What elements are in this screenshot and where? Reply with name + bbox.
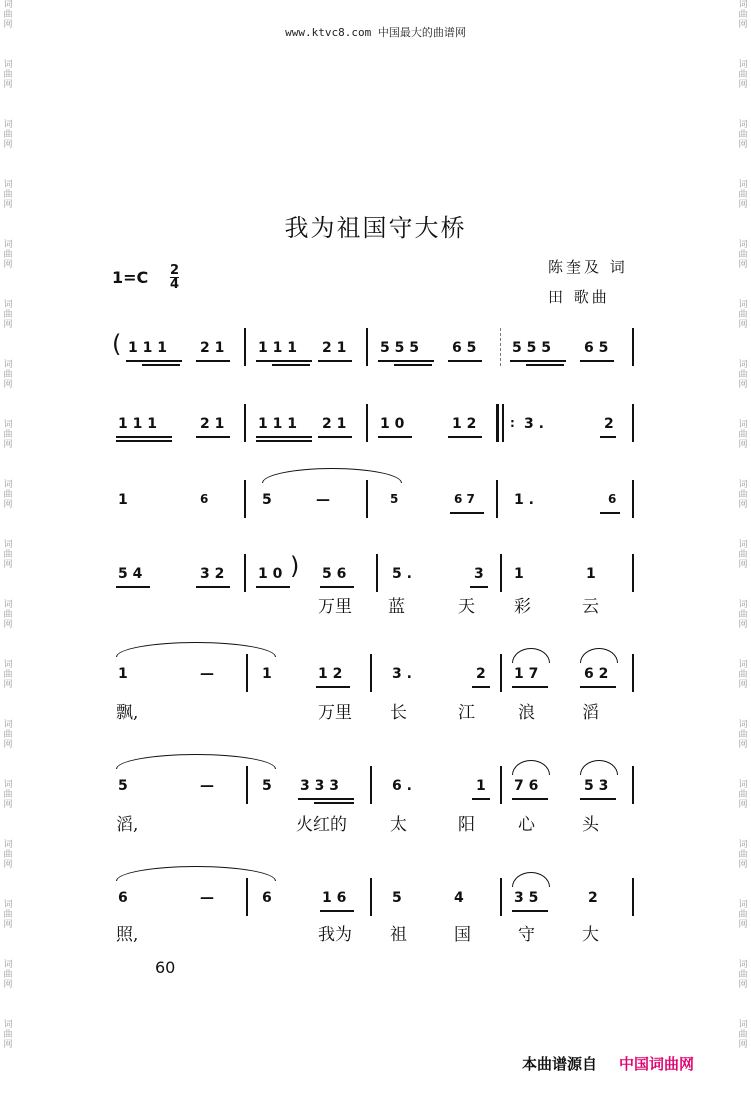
repeat-dots: : <box>510 416 515 430</box>
barline <box>244 554 246 592</box>
note-group: 2 <box>604 416 614 432</box>
watermark-text: 词 曲 网 <box>3 300 13 330</box>
note-group: — <box>200 778 214 794</box>
close-paren: ) <box>290 552 300 580</box>
note-group: 2 <box>588 890 598 906</box>
score-line-5 <box>0 654 751 723</box>
watermark-text: 词 曲 网 <box>3 660 13 690</box>
lyric: 滔, <box>116 815 139 835</box>
watermark-text: 词 曲 网 <box>738 360 748 390</box>
note-group: 1 <box>118 492 128 508</box>
note-group: 1 <box>586 566 596 582</box>
watermark-text: 词 曲 网 <box>3 900 13 930</box>
barline <box>370 766 372 804</box>
barline <box>632 878 634 916</box>
note-group: — <box>200 890 214 906</box>
note-group: 1 1 1 <box>258 340 297 356</box>
watermark-text: 词 曲 网 <box>3 780 13 810</box>
note-group: 6 2 <box>584 666 609 682</box>
note-group: 3 3 3 <box>300 778 339 794</box>
watermark-text: 词 曲 网 <box>3 60 13 90</box>
lyric: 守 <box>518 925 535 945</box>
time-bottom: 4 <box>170 277 180 292</box>
watermark-text: 词 曲 网 <box>738 420 748 450</box>
watermark-text: 词 曲 网 <box>738 480 748 510</box>
score-line-1 <box>0 328 751 372</box>
page-title: 我为祖国守大桥 <box>284 214 467 242</box>
note-group: 1 1 1 <box>258 416 297 432</box>
watermark-text: 词 曲 网 <box>3 540 13 570</box>
watermark-text: 词 曲 网 <box>3 840 13 870</box>
lyric: 云 <box>582 597 599 617</box>
watermark-text: 词 曲 网 <box>3 960 13 990</box>
note-group: 1 0 <box>258 566 283 582</box>
repeat-barline <box>496 404 499 442</box>
note-group: 1 7 <box>514 666 539 682</box>
lyric: 浪 <box>518 703 535 723</box>
barline <box>500 766 502 804</box>
lyric: 江 <box>458 703 475 723</box>
note-group: 2 1 <box>322 340 347 356</box>
watermark-text: 词 曲 网 <box>738 240 748 270</box>
barline <box>496 480 498 518</box>
watermark-text: 词 曲 网 <box>3 480 13 510</box>
score-line-7 <box>0 878 751 945</box>
note-group: 5 4 <box>118 566 143 582</box>
note-group: 6 <box>608 492 617 506</box>
score-line-3 <box>0 480 751 524</box>
watermark-text: 词 曲 网 <box>738 0 748 30</box>
barline <box>244 328 246 366</box>
watermark-text: 词 曲 网 <box>3 360 13 390</box>
lyric: 万里 <box>318 597 352 617</box>
note-group: 5 <box>118 778 128 794</box>
note-group: 1 <box>514 566 524 582</box>
watermark-text: 词 曲 网 <box>738 720 748 750</box>
note-group: 5 <box>262 778 272 794</box>
barline <box>500 654 502 692</box>
barline <box>502 404 504 442</box>
note-group: 1 1 1 <box>128 340 167 356</box>
note-group: 3 . <box>392 666 412 682</box>
lyric: 飘, <box>116 703 139 723</box>
lyric: 心 <box>518 815 535 835</box>
note-group: 4 <box>454 890 464 906</box>
note-group: 5 <box>262 492 272 508</box>
barline <box>500 328 501 366</box>
barline <box>366 328 368 366</box>
barline <box>244 480 246 518</box>
watermark-text: 词 曲 网 <box>738 120 748 150</box>
lyric: 国 <box>454 925 471 945</box>
watermark-text: 词 曲 网 <box>3 240 13 270</box>
note-group: 1 <box>476 778 486 794</box>
lyric: 长 <box>390 703 407 723</box>
site-header: www.ktvc8.com 中国最大的曲谱网 <box>285 26 466 39</box>
watermark-text: 词 曲 网 <box>738 300 748 330</box>
barline <box>370 654 372 692</box>
footer-label: 本曲谱源自 <box>522 1055 598 1073</box>
lyric: 火红的 <box>296 815 347 835</box>
note-group: 3 5 <box>514 890 539 906</box>
watermark-text: 词 曲 网 <box>738 600 748 630</box>
watermark-text: 词 曲 网 <box>3 600 13 630</box>
barline <box>370 878 372 916</box>
open-paren: ( <box>112 330 122 358</box>
key-signature: 1=C <box>112 268 149 287</box>
lyric: 照, <box>116 925 139 945</box>
note-group: 6 <box>200 492 209 506</box>
lyric: 彩 <box>514 597 531 617</box>
note-group: 7 6 <box>514 778 539 794</box>
lyricist-credit: 陈奎及 词 <box>548 258 628 276</box>
note-group: 6 <box>118 890 128 906</box>
note-group: 3 <box>474 566 484 582</box>
note-group: 3 2 <box>200 566 225 582</box>
lyric: 我为 <box>318 925 352 945</box>
watermark-text: 词 曲 网 <box>738 1020 748 1050</box>
barline <box>632 328 634 366</box>
watermark-text: 词 曲 网 <box>738 780 748 810</box>
note-group: 6 5 <box>584 340 609 356</box>
note-group: 5 5 5 <box>380 340 419 356</box>
note-group: 5 5 5 <box>512 340 551 356</box>
barline <box>246 878 248 916</box>
barline <box>632 480 634 518</box>
lyric: 祖 <box>390 925 407 945</box>
watermark-text: 词 曲 网 <box>3 120 13 150</box>
note-group: 5 3 <box>584 778 609 794</box>
note-group: 2 1 <box>322 416 347 432</box>
watermark-text: 词 曲 网 <box>3 180 13 210</box>
note-group: 5 6 <box>322 566 347 582</box>
score-line-2 <box>0 404 751 448</box>
right-watermark <box>736 0 750 1101</box>
note-group: 1 0 <box>380 416 405 432</box>
note-group: 2 1 <box>200 416 225 432</box>
watermark-text: 词 曲 网 <box>3 1020 13 1050</box>
lyric: 滔 <box>582 703 599 723</box>
time-signature <box>170 264 179 291</box>
watermark-text: 词 曲 网 <box>738 180 748 210</box>
score-line-6 <box>0 766 751 835</box>
lyric: 天 <box>458 597 475 617</box>
note-group: 6 . <box>392 778 412 794</box>
barline <box>632 404 634 442</box>
barline <box>244 404 246 442</box>
barline <box>632 766 634 804</box>
note-group: 1 2 <box>452 416 477 432</box>
footer-source <box>522 1053 694 1074</box>
time-top: 2 <box>170 263 180 278</box>
note-group: 1 6 <box>322 890 347 906</box>
note-group: 1 2 <box>318 666 343 682</box>
note-group: 5 <box>390 492 399 506</box>
barline <box>376 554 378 592</box>
barline <box>366 404 368 442</box>
note-group: 2 1 <box>200 340 225 356</box>
note-group: 6 <box>262 890 272 906</box>
lyric: 大 <box>582 925 599 945</box>
barline <box>632 654 634 692</box>
lyric: 万里 <box>318 703 352 723</box>
barline <box>500 878 502 916</box>
watermark-text: 词 曲 网 <box>3 0 13 30</box>
note-group: 1 . <box>514 492 534 508</box>
note-group: — <box>200 666 214 682</box>
lyric: 蓝 <box>388 597 405 617</box>
barline <box>366 480 368 518</box>
watermark-text: 词 曲 网 <box>738 840 748 870</box>
watermark-text: 词 曲 网 <box>3 420 13 450</box>
barline <box>632 554 634 592</box>
left-watermark <box>1 0 15 1101</box>
note-group: 1 <box>262 666 272 682</box>
composer-credit: 田 歌曲 <box>548 288 610 306</box>
note-group: 1 1 1 <box>118 416 157 432</box>
barline <box>500 554 502 592</box>
note-group: 5 . <box>392 566 412 582</box>
watermark-text: 词 曲 网 <box>738 60 748 90</box>
barline <box>246 654 248 692</box>
barline <box>246 766 248 804</box>
watermark-text: 词 曲 网 <box>738 540 748 570</box>
footer-brand-link[interactable]: 中国词曲网 <box>619 1055 695 1073</box>
note-group: 5 <box>392 890 402 906</box>
note-group: — <box>316 492 330 508</box>
note-group: 2 <box>476 666 486 682</box>
lyric: 太 <box>390 815 407 835</box>
lyric: 头 <box>582 815 599 835</box>
note-group: 6 7 <box>454 492 475 506</box>
watermark-text: 词 曲 网 <box>738 660 748 690</box>
page-number: 60 <box>155 958 176 977</box>
note-group: 1 <box>118 666 128 682</box>
note-group: 3 . <box>524 416 544 432</box>
note-group: 6 5 <box>452 340 477 356</box>
watermark-text: 词 曲 网 <box>738 960 748 990</box>
watermark-text: 词 曲 网 <box>738 900 748 930</box>
lyric: 阳 <box>458 815 475 835</box>
watermark-text: 词 曲 网 <box>3 720 13 750</box>
